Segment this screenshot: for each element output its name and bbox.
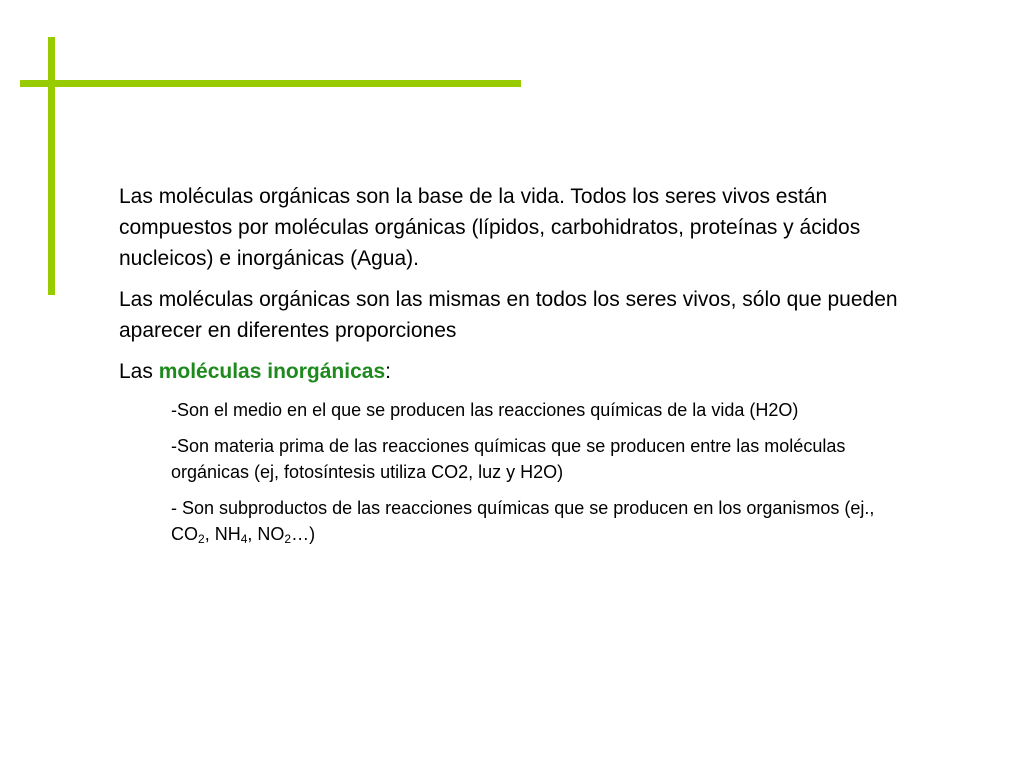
list-item: [171, 495, 909, 547]
paragraph-proportions: Las moléculas orgánicas son las mismas en todos los seres vivos, sólo que pueden aparecer en diferentes proporciones: [119, 288, 898, 342]
vertical-accent-bar: [48, 37, 55, 295]
section-heading: [119, 356, 909, 387]
subscript: 4: [240, 532, 248, 546]
subscript: 2: [198, 532, 205, 546]
heading-highlight: moléculas inorgánicas: [158, 360, 386, 383]
item3-end: …): [291, 524, 316, 544]
heading-prefix: Las: [119, 360, 159, 383]
item3-text: - Son subproductos de las reacciones químicas que se producen en los organismos (ej., CO: [171, 498, 875, 544]
item3-sep: , NO: [247, 524, 285, 544]
slide-content: [119, 181, 909, 557]
subscript: 2: [284, 532, 292, 546]
item3-sep: , NH: [204, 524, 241, 544]
paragraph-intro: Las moléculas orgánicas son la base de la vida. Todos los seres vivos están compuestos por moléculas orgánicas (lípidos, carbohidratos, proteínas y ácidos nucleicos) e inorgánicas (Agua).: [119, 185, 861, 270]
list-item: -Son el medio en el que se producen las reacciones químicas de la vida (H2O): [171, 400, 799, 420]
heading-suffix: :: [385, 360, 391, 383]
list-item: -Son materia prima de las reacciones químicas que se producen entre las moléculas orgánicas (ej, fotosíntesis utiliza CO2, luz y H2O): [171, 436, 846, 482]
horizontal-accent-bar: [20, 80, 521, 87]
